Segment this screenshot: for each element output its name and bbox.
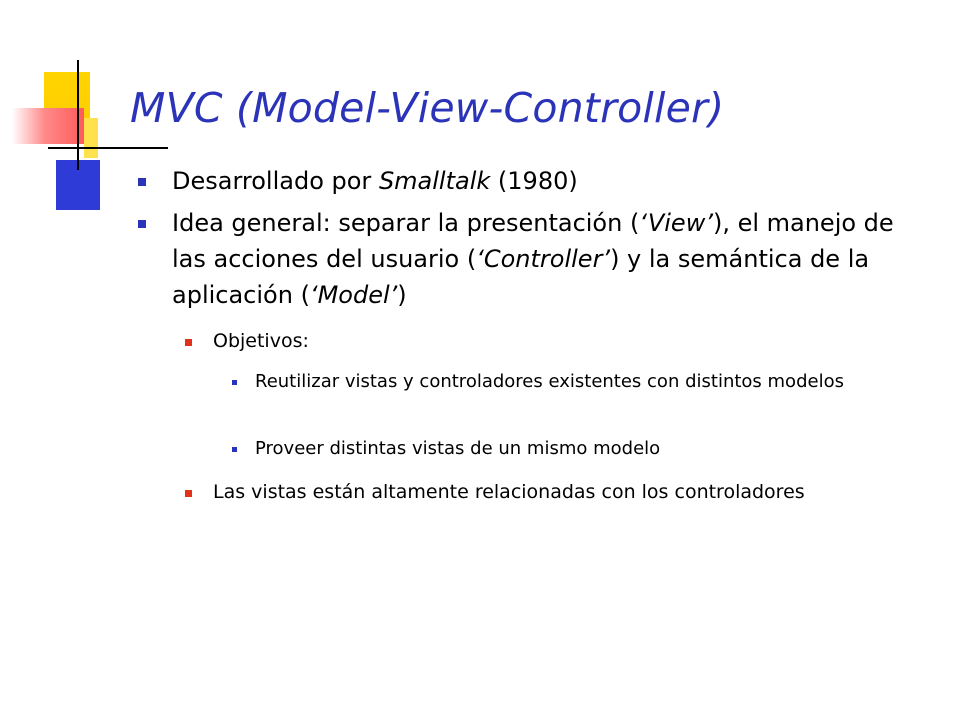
sub-sub-bullet-text: Reutilizar vistas y controladores existentes con distintos modelos — [255, 371, 844, 392]
decor-vertical-line — [77, 60, 79, 170]
square-bullet-icon — [232, 447, 237, 452]
square-bullet-icon — [185, 490, 192, 497]
sub-sub-bullet-reutilizar — [255, 369, 935, 395]
bullet-italic-controller: ‘Controller’ — [476, 245, 611, 273]
bullet-item-desarrollado — [172, 163, 932, 199]
slide-title: MVC (Model-View-Controller) — [130, 84, 725, 132]
bullet-text: ) — [397, 281, 407, 309]
square-bullet-icon — [232, 380, 237, 385]
bullet-italic-model: ‘Model’ — [309, 281, 398, 309]
sub-bullet-vistas — [213, 479, 913, 505]
sub-bullet-text: Las vistas están altamente relacionadas con los controladores — [213, 481, 805, 503]
bullet-text: ), el manejo de las acciones del usuario ( — [172, 209, 894, 273]
sub-bullet-text: Objetivos: — [213, 330, 309, 352]
bullet-text: Idea general: separar la presentación ( — [172, 209, 640, 237]
bullet-italic-view: ‘View’ — [639, 209, 713, 237]
sub-bullet-objetivos — [213, 328, 913, 354]
bullet-text-tail: (1980) — [490, 167, 578, 195]
decor-red-square — [12, 108, 84, 144]
bullet-item-idea-general — [172, 205, 932, 313]
square-bullet-icon — [185, 339, 192, 346]
decor-yellow-strip — [84, 118, 98, 158]
bullet-italic-text: Smalltalk — [378, 167, 491, 195]
square-bullet-icon — [138, 220, 146, 228]
sub-sub-bullet-text: Proveer distintas vistas de un mismo modelo — [255, 438, 661, 459]
bullet-text: ) y la semántica de la aplicación ( — [172, 245, 870, 309]
square-bullet-icon — [138, 178, 146, 186]
decor-horizontal-line — [48, 147, 168, 149]
sub-sub-bullet-proveer — [255, 436, 935, 462]
bullet-text: Desarrollado por — [172, 167, 379, 195]
